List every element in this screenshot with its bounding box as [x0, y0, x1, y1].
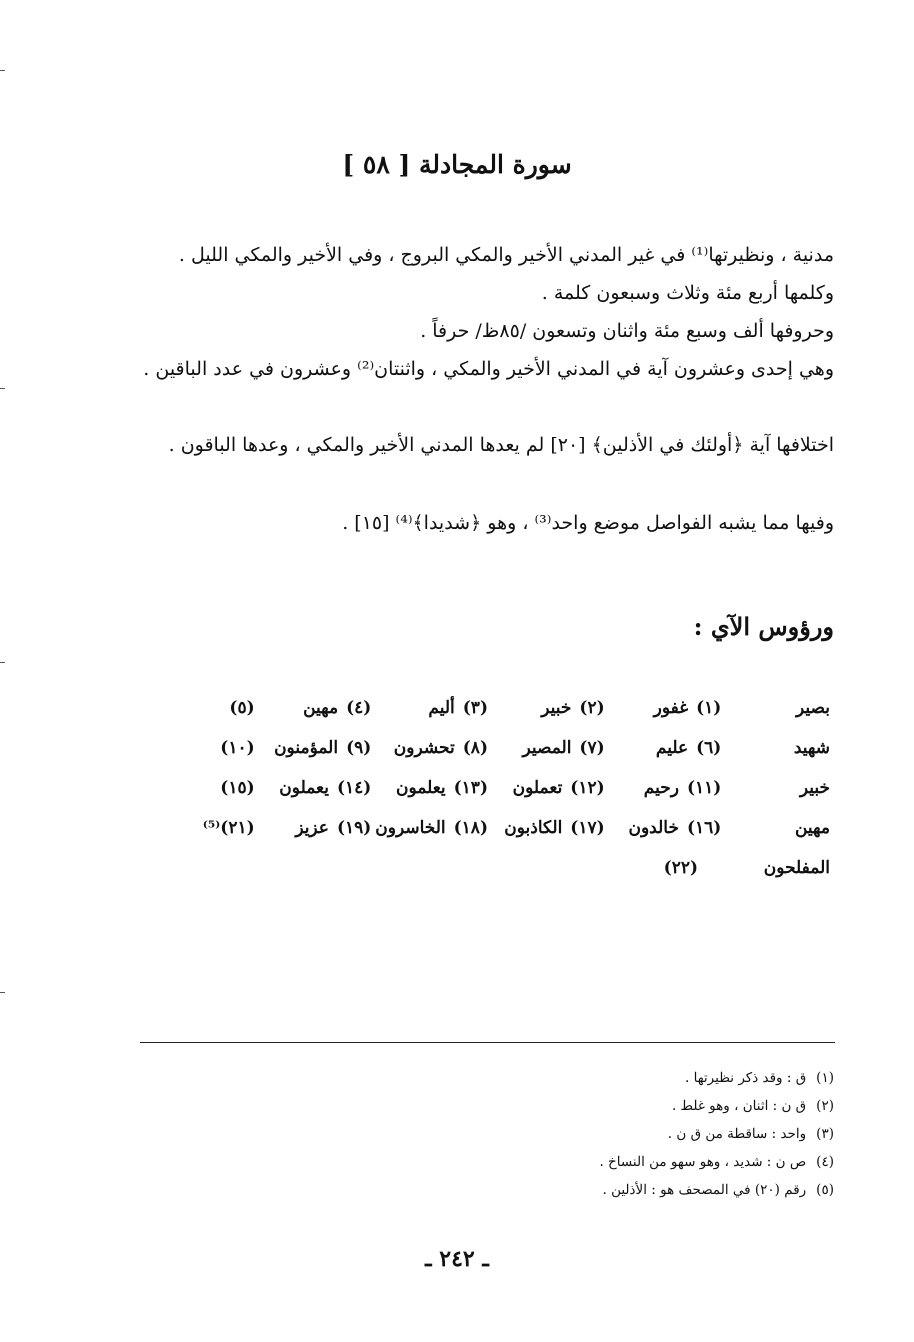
verse-cell: (٧)المصير [522, 738, 605, 758]
verse-cell: مهين [794, 818, 830, 838]
surah-title: سورة المجادلة [ ٥٨ ] [342, 150, 572, 179]
margin-mark [0, 388, 5, 389]
footnote-divider [140, 1042, 835, 1043]
paragraph-word-count: وكلمها أربع مئة وثلاث وسبعون كلمة . [541, 282, 834, 304]
page-number: ـ ٢٤٢ ـ [425, 1246, 489, 1272]
verse-cell: (١٧)الكاذبون [504, 818, 605, 838]
verse-cell: (١٠) [220, 738, 255, 758]
verse-cell: بصير [796, 698, 830, 718]
paragraph-revelation: مدنية ، ونظيرتها⁽¹⁾ في غير المدني الأخير والمكي البروج ، وفي الأخير والمكي الليل . [178, 244, 834, 266]
footnote: (٢)ق ن : اثنان ، وهو غلط . [671, 1098, 834, 1114]
verse-cell: شهيد [793, 738, 830, 758]
verse-cell: (١٤)يعملون [279, 778, 372, 798]
verse-cell: (٨)تحشرون [393, 738, 488, 758]
margin-mark [0, 992, 5, 993]
verse-cell: (٤)مهين [303, 698, 372, 718]
verse-cell: (٢)خبير [541, 698, 605, 718]
verse-cell: (٦)عليم [655, 738, 722, 758]
footnote: (١)ق : وقد ذكر نظيرتها . [685, 1070, 834, 1086]
verse-endings-table [138, 688, 838, 888]
verse-cell: (١٢)تعملون [512, 778, 605, 798]
verse-cell: (١٦)خالدون [628, 818, 722, 838]
verse-cell: (١٥) [220, 778, 255, 798]
verse-cell: (١٨)الخاسرون [375, 818, 488, 838]
footnote: (٣)واحد : ساقطة من ق ن . [667, 1126, 834, 1142]
verse-cell: (٢١)⁽⁵⁾ [202, 818, 255, 838]
margin-mark [0, 70, 5, 71]
verse-cell: (١١)رحيم [643, 778, 722, 798]
verse-cell: (١)غفور [653, 698, 722, 718]
verse-cell: المفلحون [763, 858, 830, 878]
paragraph-letter-count: وحروفها ألف وسبع مئة واثنان وتسعون /٨٥ظ/ حرفاً . [420, 320, 834, 342]
verse-cell: (١٣)يعلمون [395, 778, 488, 798]
verse-cell: (٣)أليم [428, 698, 488, 718]
paragraph-verse-count: وهي إحدى وعشرون آية في المدني الأخير والمكي ، واثنتان⁽²⁾ وعشرون في عدد الباقين . [143, 358, 834, 380]
footnote: (٤)ص ن : شديد ، وهو سهو من النساخ . [599, 1154, 834, 1170]
verse-row [138, 808, 838, 848]
verse-cell: (٩)المؤمنون [274, 738, 372, 758]
paragraph-differences: اختلافها آية ﴿أولئك في الأذلين﴾ [٢٠] لم يعدها المدني الأخير والمكي ، وعدها الباقون . [168, 434, 834, 456]
footnote: (٥)رقم (٢٠) في المصحف هو : الأذلين . [602, 1182, 834, 1198]
verse-cell: (٢٢) [663, 858, 698, 878]
verse-row [138, 768, 838, 808]
verse-row [138, 848, 838, 888]
verse-cell: (١٩)عزيز [295, 818, 372, 838]
verse-row [138, 688, 838, 728]
footnotes [599, 1064, 834, 1204]
verse-cell: خبير [799, 778, 830, 798]
paragraph-similar-endings: وفيها مما يشبه الفواصل موضع واحد⁽³⁾ ، وهو ﴿شديدا﴾⁽⁴⁾ [١٥] . [342, 512, 834, 534]
verse-cell: (٥) [229, 698, 255, 718]
margin-mark [0, 662, 5, 663]
verse-endings-heading: ورؤوس الآي : [693, 612, 834, 641]
verse-row [138, 728, 838, 768]
